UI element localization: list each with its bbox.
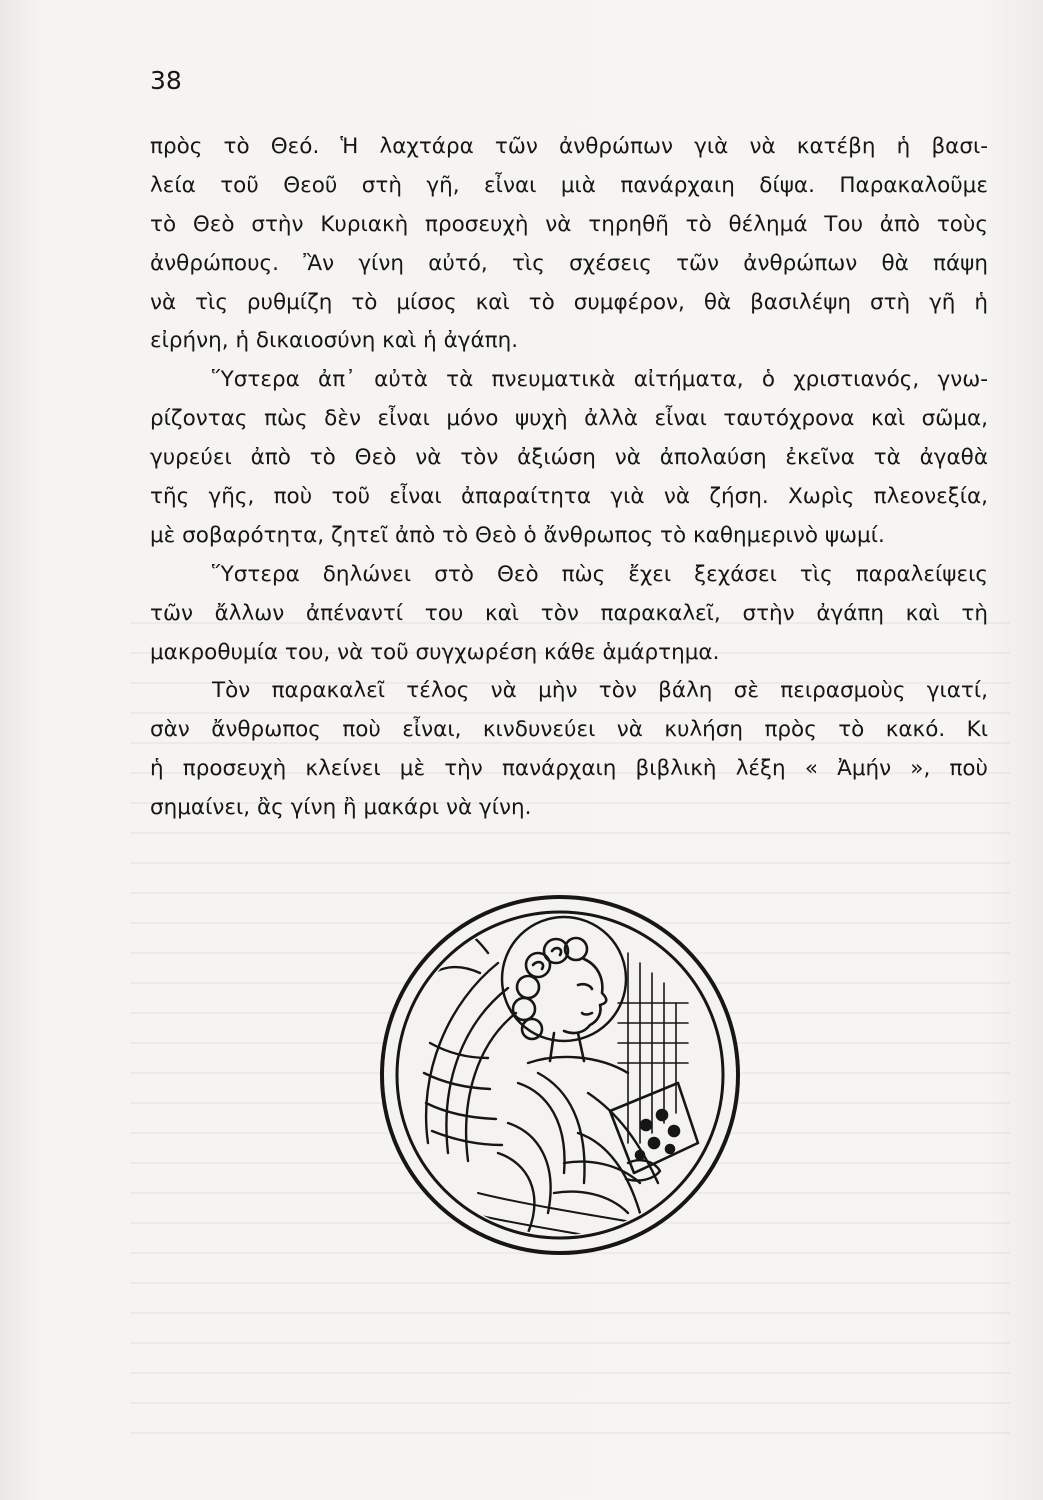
text-line: ἀνθρώπους. Ἂν γίνη αὐτό, τὶς σχέσεις τῶν ἀνθρώπων θὰ πάψη (150, 250, 988, 276)
text-line: λεία τοῦ Θεοῦ στὴ γῆ, εἶναι μιὰ πανάρχαιη δίψα. Παρακαλοῦμε (150, 172, 988, 198)
text-line: τῶν ἄλλων ἀπέναντί του καὶ τὸν παρακαλεῖ, στὴν ἀγάπη καὶ τὴ (150, 600, 988, 626)
text-line: μὲ σοβαρότητα, ζητεῖ ἀπὸ τὸ Θεὸ ὁ ἄνθρωπος τὸ καθημερινὸ ψωμί. (150, 522, 885, 548)
text-line: σὰν ἄνθρωπος ποὺ εἶναι, κινδυνεύει νὰ κυλήση πρὸς τὸ κακό. Κι (150, 717, 988, 743)
paragraph-1 (150, 128, 988, 361)
text-line: τὸ Θεὸ στὴν Κυριακὴ προσευχὴ νὰ τηρηθῆ τὸ θέλημά Του ἀπὸ τοὺς (150, 211, 988, 237)
text-line: Ὕστερα δηλώνει στὸ Θεὸ πὼς ἔχει ξεχάσει τὶς παραλείψεις (212, 561, 988, 587)
angel-medallion-icon (378, 893, 742, 1257)
text-line: νὰ τὶς ρυθμίζη τὸ μίσος καὶ τὸ συμφέρον, θὰ βασιλέψη στὴ γῆ ἡ (150, 289, 988, 315)
paragraph-2 (150, 361, 988, 555)
body-text (150, 128, 988, 828)
text-line: εἰρήνη, ἡ δικαιοσύνη καὶ ἡ ἀγάπη. (150, 328, 519, 354)
paragraph-4 (150, 672, 988, 828)
text-line: μακροθυμία του, νὰ τοῦ συγχωρέση κάθε ἁμάρτημα. (150, 639, 720, 665)
text-line: γυρεύει ἀπὸ τὸ Θεὸ νὰ τὸν ἀξιώση νὰ ἀπολαύση ἐκεῖνα τὰ ἀγαθὰ (150, 445, 988, 471)
text-line: πρὸς τὸ Θεό. Ἡ λαχτάρα τῶν ἀνθρώπων γιὰ νὰ κατέβη ἡ βασι- (150, 134, 988, 159)
text-line: τῆς γῆς, ποὺ τοῦ εἶναι ἀπαραίτητα γιὰ νὰ ζήση. Χωρὶς πλεονεξία, (150, 484, 988, 510)
text-line: Ὕστερα ἀπ᾿ αὐτὰ τὰ πνευματικὰ αἰτήματα, ὁ χριστιανός, γνω- (212, 367, 988, 393)
page-number: 38 (150, 66, 182, 95)
text-line: Τὸν παρακαλεῖ τέλος νὰ μὴν τὸν βάλη σὲ πειρασμοὺς γιατί, (212, 678, 988, 704)
paragraph-3 (150, 556, 988, 673)
text-line: ρίζοντας πὼς δὲν εἶναι μόνο ψυχὴ ἀλλὰ εἶναι ταυτόχρονα καὶ σῶμα, (150, 406, 988, 432)
text-line: σημαίνει, ἂς γίνη ἢ μακάρι νὰ γίνη. (150, 795, 532, 821)
text-line: ἡ προσευχὴ κλείνει μὲ τὴν πανάρχαιη βιβλικὴ λέξη « Ἀμήν », ποὺ (150, 756, 988, 782)
